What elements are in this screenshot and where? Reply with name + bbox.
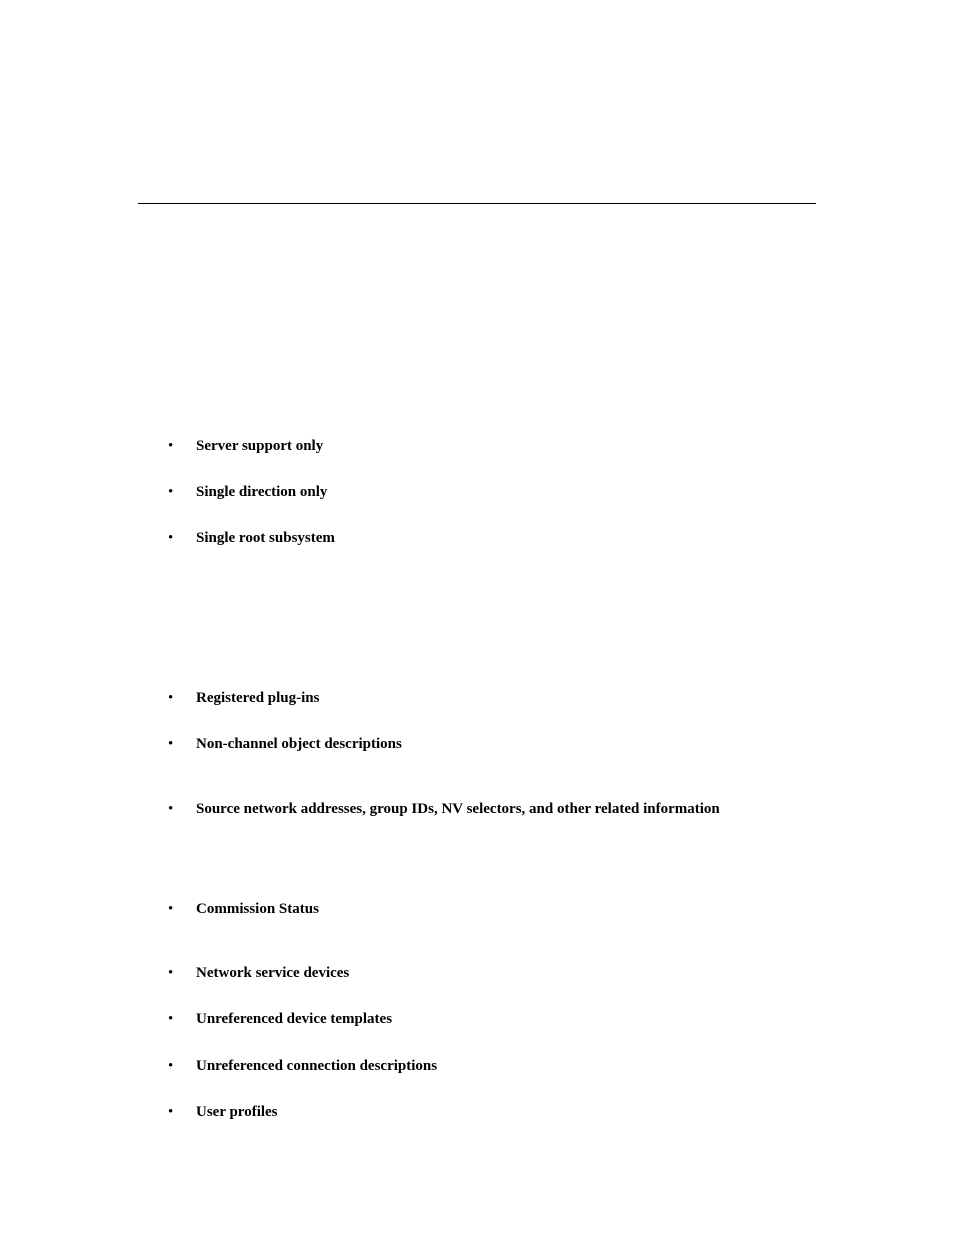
list-item-label: User profiles	[196, 1104, 278, 1120]
list-item-label: Network service devices	[196, 965, 350, 981]
list-item-label: Single root subsystem	[196, 530, 335, 546]
list-item-label: Registered plug-ins	[196, 690, 320, 706]
bullet-icon: •	[168, 1058, 174, 1074]
header-rule	[138, 203, 816, 204]
bullet-icon: •	[168, 690, 174, 706]
list-item-label: Unreferenced connection descriptions	[196, 1058, 438, 1074]
bullet-icon: •	[168, 1011, 174, 1027]
bullet-icon: •	[168, 901, 174, 917]
bullet-icon: •	[168, 736, 174, 752]
list-item-label: Non-channel object descriptions	[196, 736, 402, 752]
bullet-icon: •	[168, 965, 174, 981]
list-item-label: Single direction only	[196, 484, 328, 500]
list-item-label: Commission Status	[196, 901, 319, 917]
bullet-icon: •	[168, 1104, 174, 1120]
bullet-icon: •	[168, 438, 174, 454]
list-item-label: Unreferenced device templates	[196, 1011, 393, 1027]
bullet-icon: •	[168, 530, 174, 546]
bullet-icon: •	[168, 801, 174, 817]
bullet-icon: •	[168, 484, 174, 500]
list-item-label: Server support only	[196, 438, 324, 454]
list-item-label: Source network addresses, group IDs, NV selectors, and other related information	[196, 801, 720, 817]
